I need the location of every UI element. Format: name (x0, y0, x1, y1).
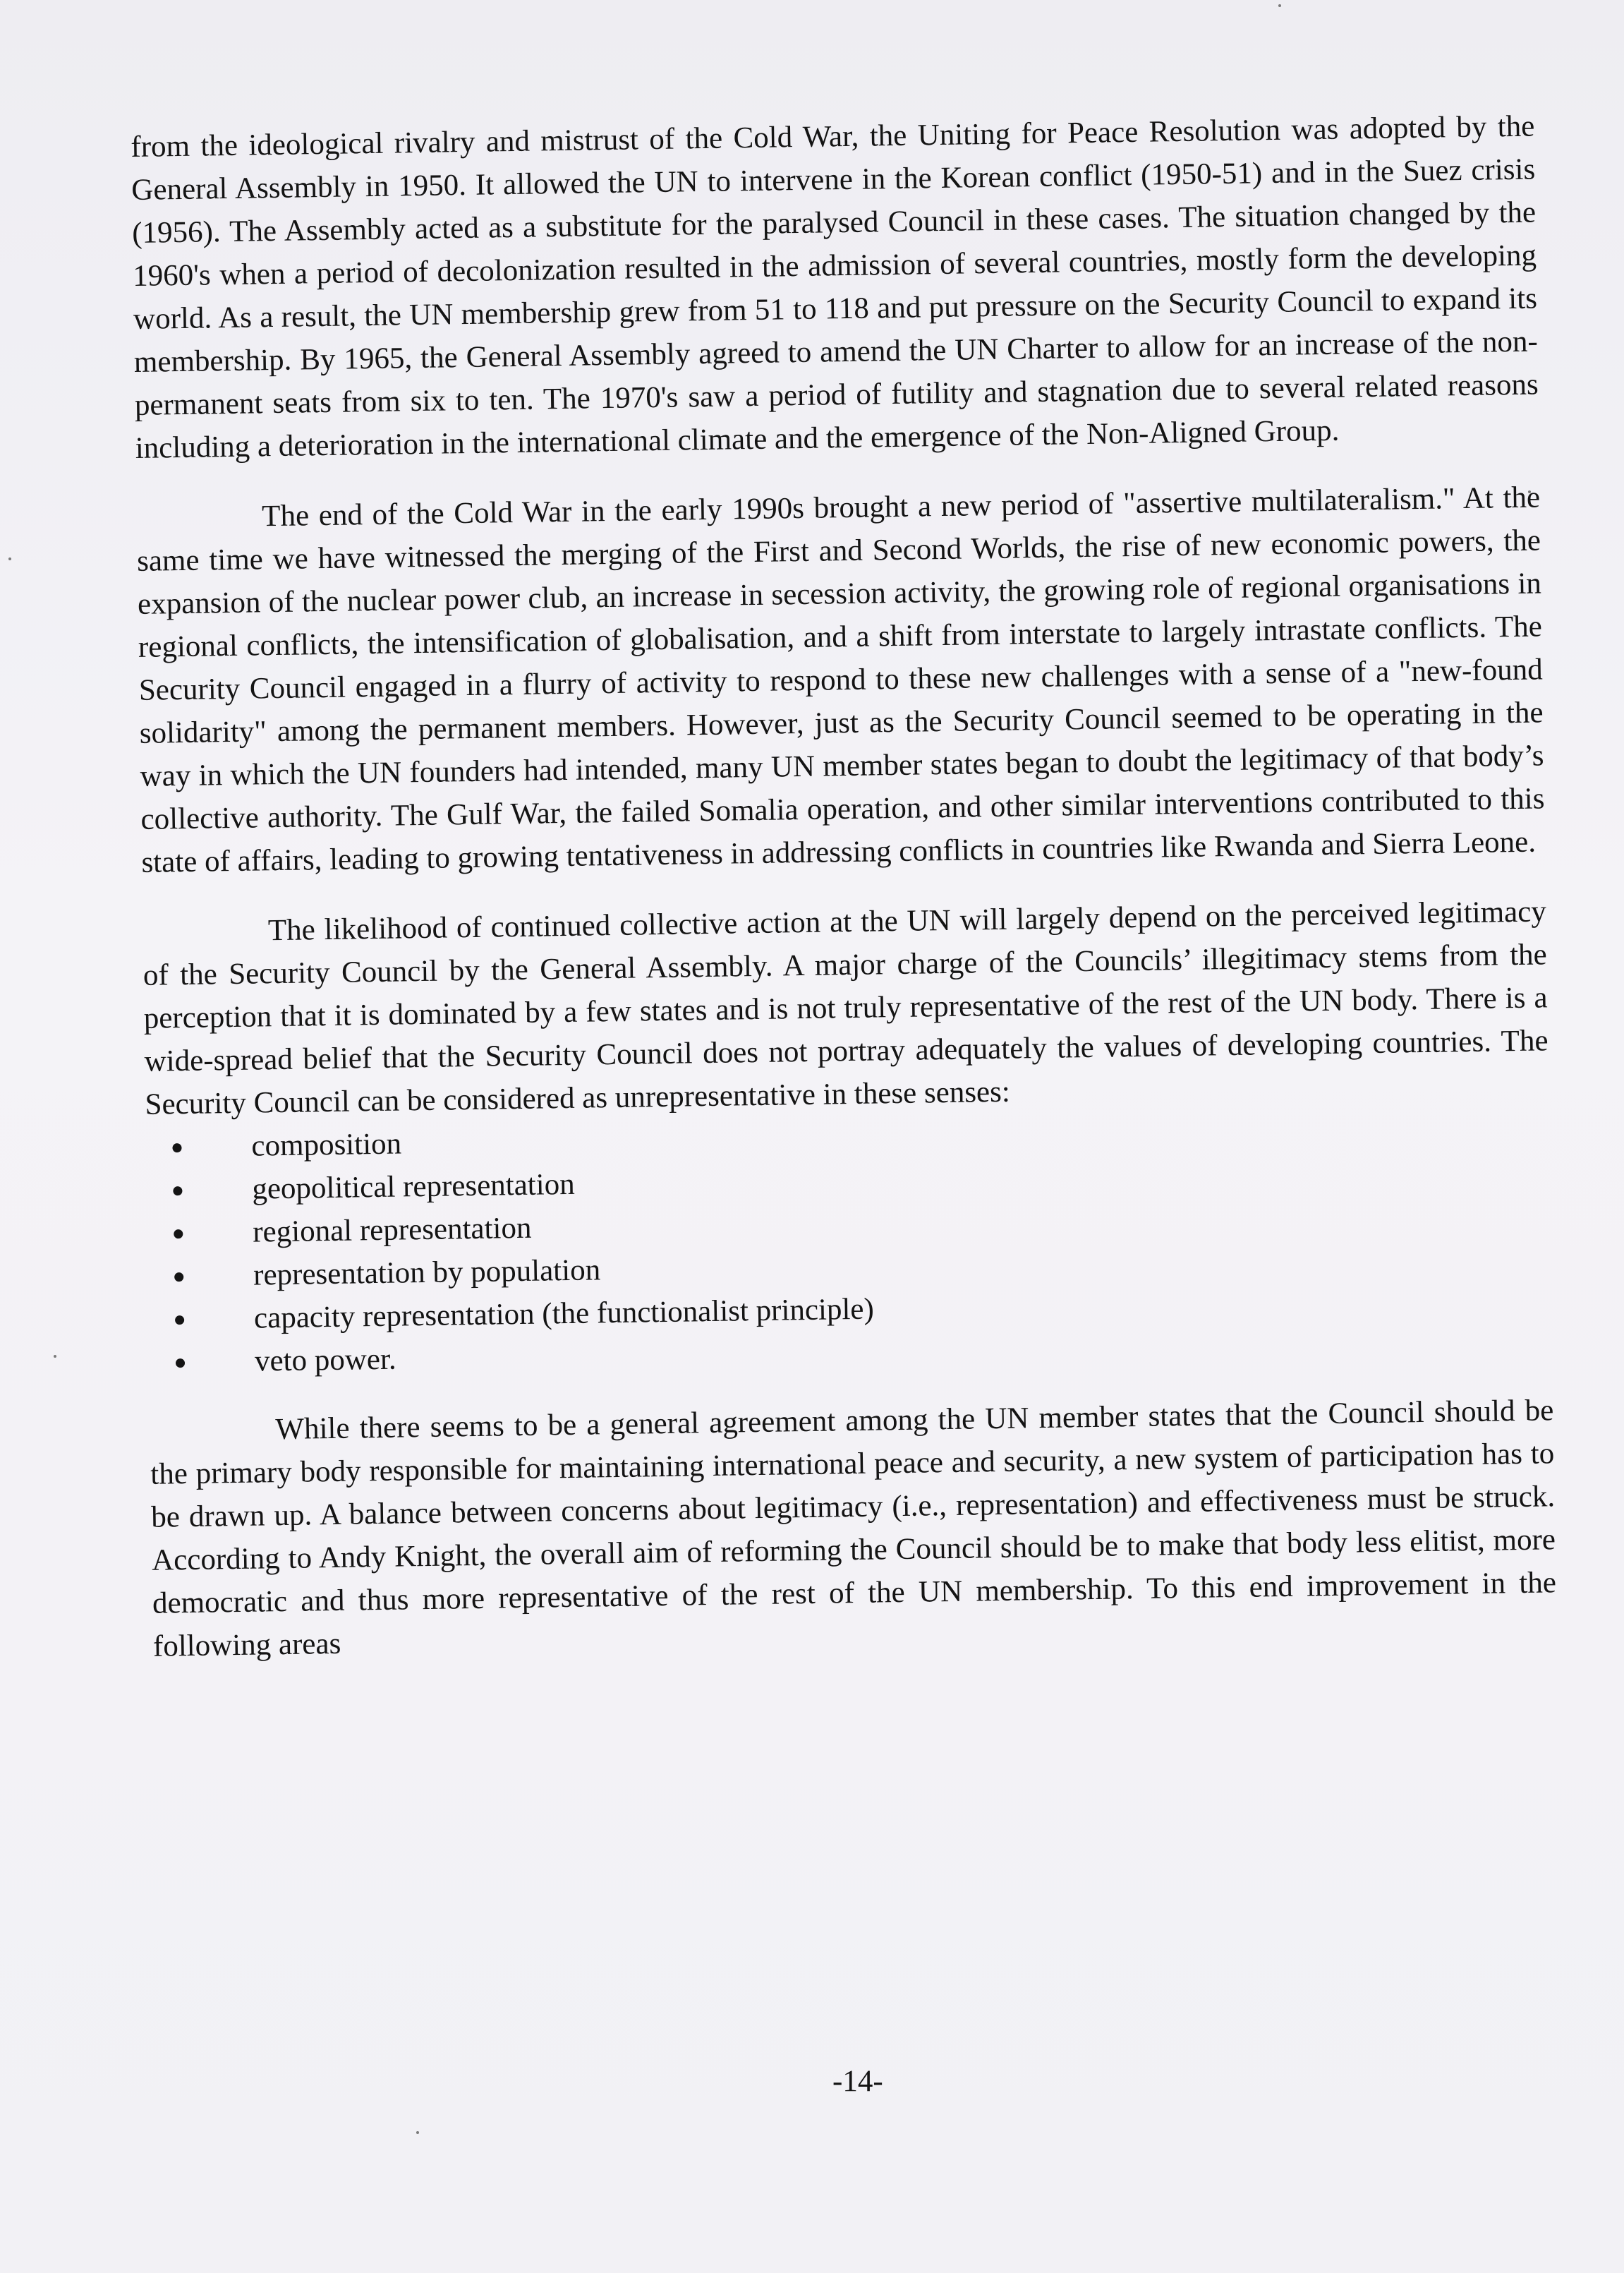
bullet-icon (175, 1315, 184, 1325)
paragraph-legitimacy: The likelihood of continued collective action at the UN will largely depend on the perceived legitimacy of the Security Council by the General Assembly. A major charge of the Councils’ illegitimacy stems from the perception that it is dominated by a few states and is not truly representative of the rest of the UN body. There is a wide-spread belief that the Security Council does not portray adequately the values of developing countries. The Security Council can be considered as unrepresentative in these senses: (143, 895, 1549, 1121)
list-item-text: capacity representation (the functionalist principle) (253, 1292, 875, 1335)
bullet-icon (174, 1229, 183, 1238)
list-item-text: representation by population (253, 1253, 601, 1292)
paragraph-reform-agreement: While there seems to be a general agreement among the UN member states that the Council should be the primary body responsible for maintaining international peace and security, a new system of participation has to be drawn up. A balance between concerns about legitimacy (i.e., representation) and effectiveness must be struck. According to Andy Knight, the overall aim of reforming the Council should be to make that body less elitist, more democratic and thus more representative of the rest of the UN membership. To this end improvement in the following areas (150, 1394, 1557, 1663)
list-item-text: veto power. (254, 1342, 396, 1378)
scan-speck (54, 1355, 56, 1358)
scan-speck (8, 557, 11, 560)
bullet-icon (172, 1143, 181, 1152)
list-item-text: composition (251, 1127, 402, 1163)
paragraph-post-cold-war: The end of the Cold War in the early 1990s brought a new period of "assertive multilateralism." At the same time we have witnessed the merging of the First and Second Worlds, the rise of new economic powers, the expansion of the nuclear power club, an increase in secession activity, the growing role of regional organisations in regional conflicts, the intensification of globalisation, and a shift from interstate to largely intrastate conflicts. The Security Council engaged in a flurry of activity to respond to these new challenges with a sense of a "new-found solidarity" among the permanent members. However, just as the Security Council seemed to be operating in the way in which the UN founders had intended, many UN member states began to doubt the legitimacy of that body’s collective authority. The Gulf War, the failed Somalia operation, and other similar interventions contributed to this state of affairs, leading to growing tentativeness in addressing conflicts in countries like Rwanda and Sierra Leone. (136, 481, 1545, 879)
list-item-text: regional representation (252, 1211, 532, 1249)
bullet-icon (174, 1272, 183, 1282)
bullet-icon (173, 1186, 182, 1195)
list-item-text: geopolitical representation (252, 1167, 575, 1206)
bullet-icon (176, 1358, 185, 1368)
scan-speck (1278, 4, 1281, 7)
paragraph-cold-war-history: from the ideological rivalry and mistrust of the Cold War, the Uniting for Peace Resolution was adopted by the General Assembly in 1950. It allowed the UN to intervene in the Korean conflict (1950-51) and in the Suez crisis (1956). The Assembly acted as a substitute for the paralysed Council in these cases. The situation changed by the 1960's when a period of decolonization resulted in the admission of several countries, mostly form the developing world. As a result, the UN membership grew from 51 to 118 and put pressure on the Security Council to expand its membership. By 1965, the General Assembly agreed to amend the UN Charter to allow for an increase of the non-permanent seats from six to ten. The 1970's saw a period of futility and stagnation due to several related reasons including a deterioration in the international climate and the emergence of the Non-Aligned Group. (131, 109, 1539, 465)
document-body (131, 104, 1557, 1668)
unrepresentative-senses-list (145, 1105, 1553, 1384)
scan-speck (416, 2131, 419, 2134)
page-number: -14- (832, 2065, 883, 2098)
